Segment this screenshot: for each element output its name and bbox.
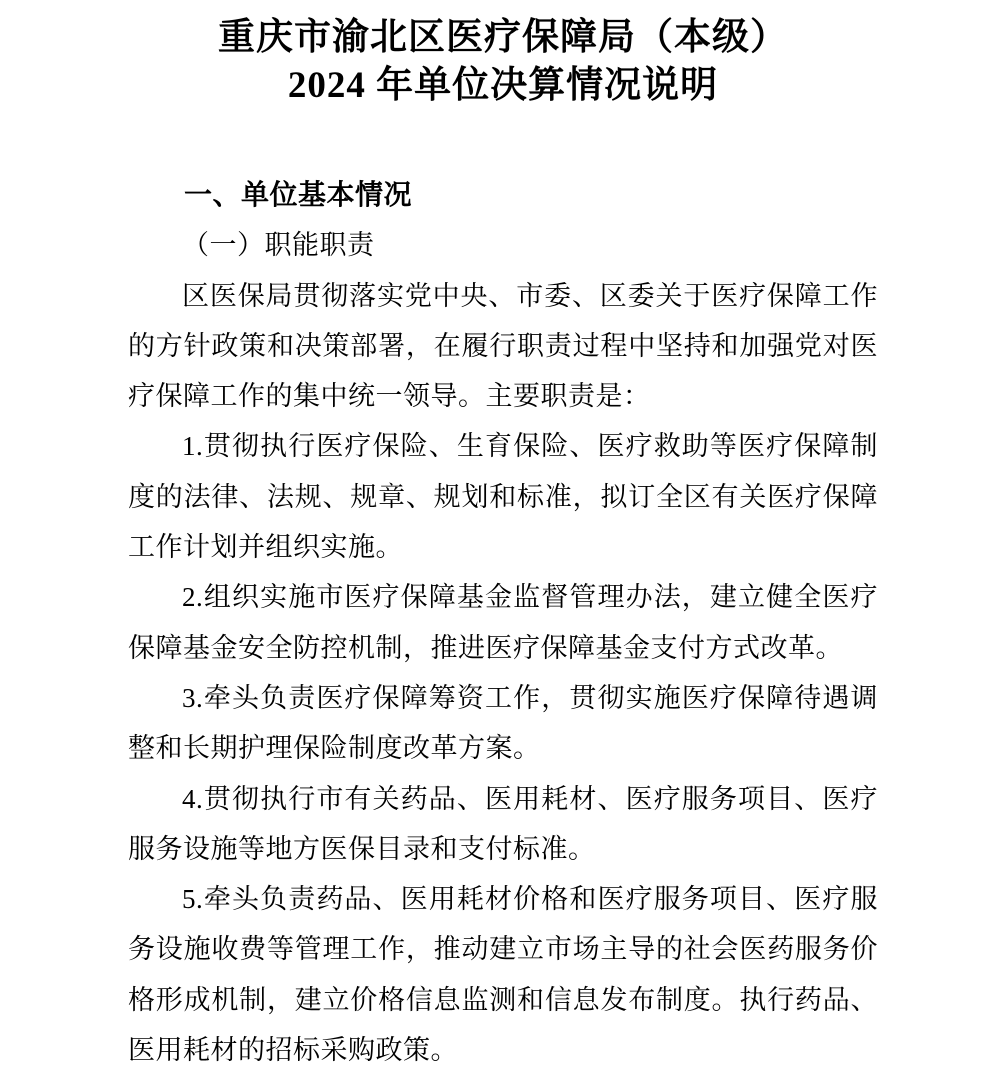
document-body — [128, 170, 878, 1065]
document-title — [128, 14, 878, 110]
paragraph-intro: 区医保局贯彻落实党中央、市委、区委关于医疗保障工作的方针政策和决策部署，在履行职责过程中坚持和加强党对医疗保障工作的集中统一领导。主要职责是： — [128, 280, 878, 412]
paragraph-item-1: 1.贯彻执行医疗保险、生育保险、医疗救助等医疗保障制度的法律、法规、规章、规划和标准，拟订全区有关医疗保障工作计划并组织实施。 — [128, 431, 878, 563]
paragraph-item-4: 4.贯彻执行市有关药品、医用耗材、医疗服务项目、医疗服务设施等地方医保目录和支付标准。 — [128, 783, 878, 864]
section-heading: 一、单位基本情况 — [184, 179, 413, 210]
paragraph-item-5: 5.牵头负责药品、医用耗材价格和医疗服务项目、医疗服务设施收费等管理工作，推动建立市场主导的社会医药服务价格形成机制，建立价格信息监测和信息发布制度。执行药品、医用耗材的招标采购政策。 — [128, 884, 878, 1065]
document-title-line1: 重庆市渝北区医疗保障局（本级） — [218, 17, 788, 58]
subsection-heading: （一）职能职责 — [182, 230, 375, 261]
paragraph-item-3: 3.牵头负责医疗保障筹资工作，贯彻实施医疗保障待遇调整和长期护理保险制度改革方案。 — [128, 682, 878, 764]
document-title-line2: 2024 年单位决算情况说明 — [287, 65, 719, 106]
paragraph-item-2: 2.组织实施市医疗保障基金监督管理办法，建立健全医疗保障基金安全防控机制，推进医疗保障基金支付方式改革。 — [128, 582, 878, 663]
